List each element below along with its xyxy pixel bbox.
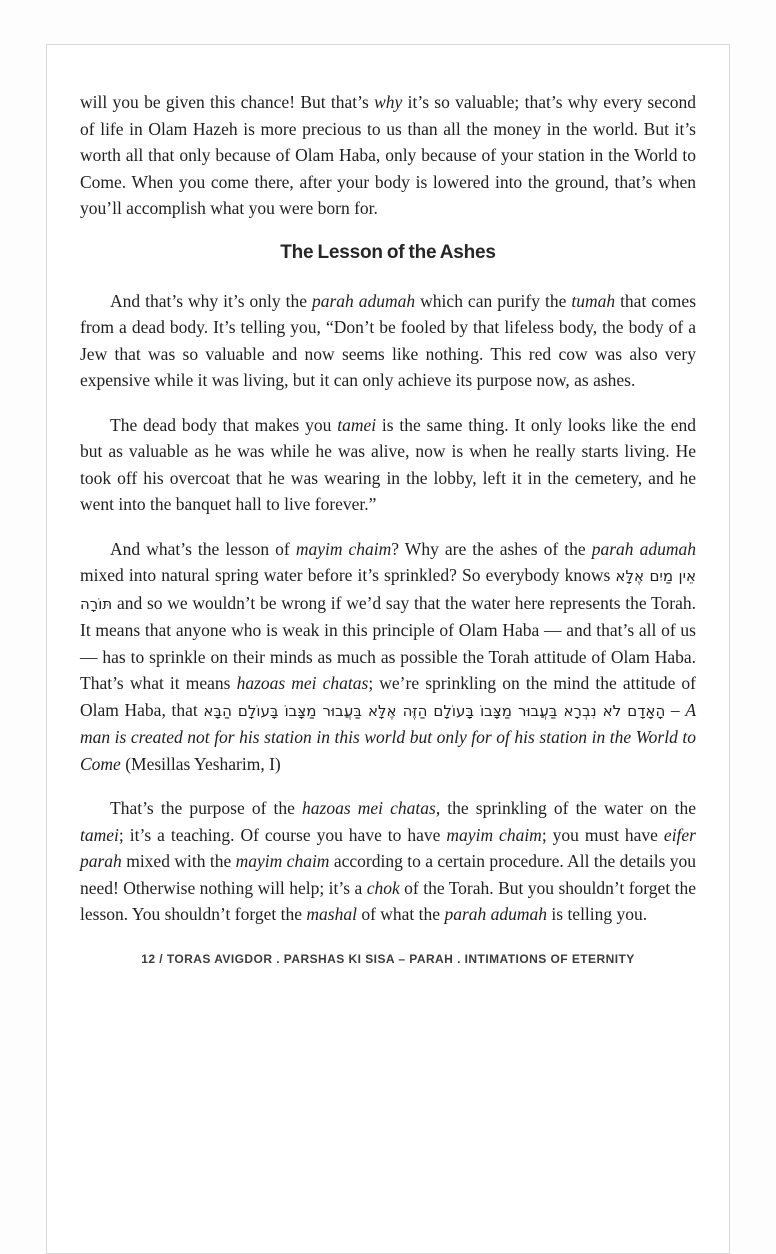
italic-text-run: tamei [337,414,377,435]
text-run: ; you must have [541,824,664,845]
text-run: ; we’re sprinkling on the mind the attitude of Olam Haba, that [80,673,696,720]
text-run: And what’s the lesson of [110,538,296,559]
text-run: That’s the purpose of the [110,798,303,818]
text-run: which can purify the [415,290,572,311]
italic-text-run: mashal [306,904,357,924]
hebrew-text-run: הָאָדָם לֹא נִבְרָא בַּעֲבוּר מַצָּבוֹ בָּעוֹלָם הַזֶּה אֶלָּא בַּעֲבוּר מַצָּבוֹ בָּעוֹלָם הַבָּא [203,701,666,720]
text-run: And that’s why it’s only the [110,290,312,311]
italic-text-run: mayim chaim [295,538,392,559]
text-run: it’s so valuable; that’s why every second of life in Olam Hazeh is more precious to us than all the money in the world. But it’s worth all that only because of Olam Haba, only because of your station in the World to Come. When you come there, after your body is lowered into the ground, that’s when you’ll accomplish what you were born for. [80,92,696,218]
text-run: , the sprinkling of the water on the [435,798,697,818]
text-run: mixed with the [121,851,236,871]
text-run: that comes from a dead body. It’s telling you, “Don’t be fooled by that lifeless body, the body of a Jew that was so valuable and now seems like nothing. This red cow was also very expensive while it was living, but it can only achieve its purpose now, as ashes. [80,290,696,390]
italic-text-run: eifer parah [80,824,696,871]
italic-text-run: mayim chaim [446,824,542,845]
text-run: ; it’s a teaching. Of course you have to have [118,824,447,845]
paragraph-hazoas-mei-chatas [80,795,696,928]
italic-text-run: mayim chaim [235,851,330,871]
text-run: (Mesillas Yesharim, I) [120,753,281,774]
italic-text-run: tumah [571,290,616,311]
italic-text-run: hazoas mei chatas [236,673,369,693]
italic-text-run: parah adumah [312,290,416,311]
italic-text-run: A man is created not for his station in this world but only for of his station in the World to Come [80,699,697,774]
paragraph-parah-adumah [80,288,696,394]
italic-text-run: chok [366,877,400,898]
text-run: and so we wouldn’t be wrong if we’d say that the water here represents the Torah. It means that anyone who is weak in this principle of Olam Haba — and that’s all of us — has to sprinkle on their minds as much as possible the Torah attitude of Olam Haba. That’s what it means [80,592,696,693]
hebrew-text-run: אֵין מַיִם אֶלָּא תּוֹרָה [80,567,696,613]
paragraph-dead-body [80,412,696,518]
text-run: is the same thing. It only looks like the end but as valuable as he was while he was alive, now is when he really starts living. He took off his overcoat that he was wearing in the lobby, left it in the cemetery, and he went into the banquet hall to live forever.” [80,414,696,514]
text-run: is telling you. [547,904,648,924]
text-run: will you be given this chance! But that’s [80,92,375,112]
text-run: The dead body that makes you [110,414,338,435]
text-run: of the Torah. But you shouldn’t forget the lesson. You shouldn’t forget the [80,877,696,924]
italic-text-run: hazoas mei chatas [302,798,436,818]
text-run: ? Why are the ashes of the [391,538,592,559]
document-page [46,44,730,1254]
italic-text-run: tamei [80,824,119,845]
paragraph-mayim-chaim [80,536,696,778]
text-run: mixed into natural spring water before it’s sprinkled? So everybody knows [80,565,616,585]
text-run: – [665,699,686,720]
body-text [80,89,696,928]
page-footer: 12 / TORAS AVIGDOR . PARSHAS KI SISA – PARAH . INTIMATIONS OF ETERNITY [141,951,635,966]
section-heading: The Lesson of the Ashes [280,241,496,263]
text-run: according to a certain procedure. All the details you need! Otherwise nothing will help; it’s a [80,851,697,898]
text-run: of what the [356,904,445,924]
italic-text-run: parah adumah [591,538,697,559]
paragraph-continuation [80,89,696,222]
italic-text-run: why [374,92,403,112]
italic-text-run: parah adumah [444,904,548,924]
